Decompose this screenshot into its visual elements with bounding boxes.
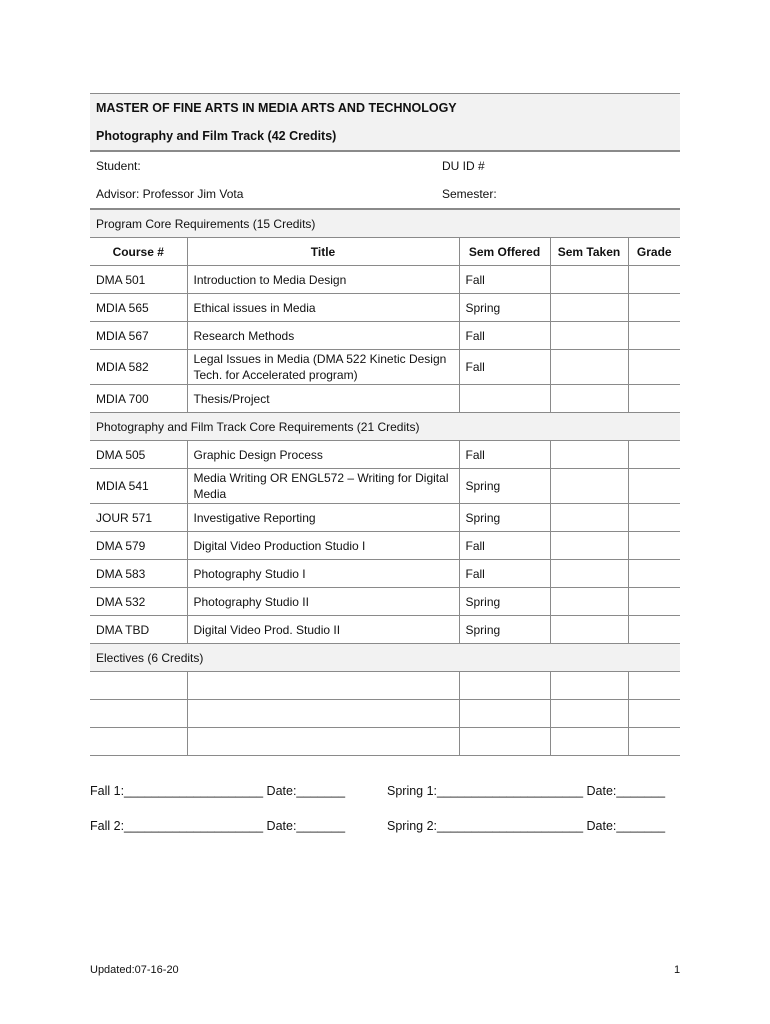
- sem-taken-field[interactable]: [550, 504, 628, 532]
- course-title: Photography Studio II: [187, 588, 459, 616]
- col-header-grade: Grade: [628, 238, 680, 266]
- section-track-heading: Photography and Film Track Core Requirements (21 Credits): [90, 413, 680, 441]
- duid-label: DU ID #: [442, 159, 485, 173]
- course-number: JOUR 571: [90, 504, 187, 532]
- table-row: [90, 385, 680, 413]
- section-core-heading: Program Core Requirements (15 Credits): [90, 209, 680, 238]
- elective-course-field[interactable]: [90, 672, 187, 700]
- table-row: [90, 532, 680, 560]
- grade-field[interactable]: [628, 700, 680, 728]
- section-electives-heading-row: [90, 644, 680, 672]
- course-title: Ethical issues in Media: [187, 294, 459, 322]
- elective-row: [90, 700, 680, 728]
- course-number: MDIA 582: [90, 350, 187, 385]
- table-row: [90, 616, 680, 644]
- elective-course-field[interactable]: [90, 700, 187, 728]
- course-plan-table: [90, 93, 680, 756]
- col-header-sem-taken: Sem Taken: [550, 238, 628, 266]
- grade-field[interactable]: [628, 672, 680, 700]
- advisor-row: [90, 180, 680, 209]
- sem-offered: Fall: [459, 532, 550, 560]
- elective-course-field[interactable]: [90, 728, 187, 756]
- elective-sem-offered-field[interactable]: [459, 700, 550, 728]
- sem-taken-field[interactable]: [550, 322, 628, 350]
- sem-taken-field[interactable]: [550, 350, 628, 385]
- sem-offered: Fall: [459, 266, 550, 294]
- section-core-heading-row: [90, 209, 680, 238]
- elective-sem-offered-field[interactable]: [459, 728, 550, 756]
- course-number: MDIA 567: [90, 322, 187, 350]
- sem-taken-field[interactable]: [550, 616, 628, 644]
- course-title: Photography Studio I: [187, 560, 459, 588]
- sem-taken-field[interactable]: [550, 728, 628, 756]
- form-title: MASTER OF FINE ARTS IN MEDIA ARTS AND TECHNOLOGY: [90, 94, 680, 123]
- sem-taken-field[interactable]: [550, 385, 628, 413]
- table-row: [90, 588, 680, 616]
- student-row: [90, 151, 680, 180]
- course-title: Media Writing OR ENGL572 – Writing for Digital Media: [187, 469, 459, 504]
- course-title: Digital Video Prod. Studio II: [187, 616, 459, 644]
- table-row: [90, 350, 680, 385]
- grade-field[interactable]: [628, 504, 680, 532]
- grade-field[interactable]: [628, 560, 680, 588]
- course-title: Graphic Design Process: [187, 441, 459, 469]
- sem-offered: Fall: [459, 322, 550, 350]
- column-header-row: [90, 238, 680, 266]
- course-number: DMA 505: [90, 441, 187, 469]
- grade-field[interactable]: [628, 266, 680, 294]
- page-number: 1: [674, 964, 681, 976]
- table-row: [90, 469, 680, 504]
- sem-offered: [459, 385, 550, 413]
- spring1-signature-line[interactable]: Spring 1:_____________________ Date:_______: [387, 784, 666, 798]
- grade-field[interactable]: [628, 616, 680, 644]
- course-number: DMA TBD: [90, 616, 187, 644]
- sem-taken-field[interactable]: [550, 588, 628, 616]
- course-number: DMA 579: [90, 532, 187, 560]
- grade-field[interactable]: [628, 469, 680, 504]
- course-number: DMA 532: [90, 588, 187, 616]
- table-row: [90, 266, 680, 294]
- col-header-sem-offered: Sem Offered: [459, 238, 550, 266]
- grade-field[interactable]: [628, 588, 680, 616]
- elective-title-field[interactable]: [187, 728, 459, 756]
- elective-row: [90, 728, 680, 756]
- table-row: [90, 294, 680, 322]
- table-row: [90, 322, 680, 350]
- elective-title-field[interactable]: [187, 700, 459, 728]
- sem-taken-field[interactable]: [550, 700, 628, 728]
- table-row: [90, 441, 680, 469]
- advisor-label: Advisor: Professor Jim Vota: [90, 180, 550, 209]
- course-title: Legal Issues in Media (DMA 522 Kinetic Design Tech. for Accelerated program): [187, 350, 459, 385]
- course-title: Thesis/Project: [187, 385, 459, 413]
- updated-date: Updated:07-16-20: [90, 964, 179, 976]
- sem-offered: Spring: [459, 469, 550, 504]
- sem-taken-field[interactable]: [550, 672, 628, 700]
- course-number: DMA 583: [90, 560, 187, 588]
- course-number: MDIA 565: [90, 294, 187, 322]
- course-number: MDIA 700: [90, 385, 187, 413]
- fall2-signature-line[interactable]: Fall 2:____________________ Date:_______: [90, 819, 346, 833]
- grade-field[interactable]: [628, 294, 680, 322]
- sem-taken-field[interactable]: [550, 294, 628, 322]
- course-number: MDIA 541: [90, 469, 187, 504]
- sem-offered: Spring: [459, 504, 550, 532]
- elective-row: [90, 672, 680, 700]
- course-number: DMA 501: [90, 266, 187, 294]
- sem-taken-field[interactable]: [550, 469, 628, 504]
- semester-label: Semester:: [436, 180, 566, 209]
- grade-field[interactable]: [628, 441, 680, 469]
- section-electives-heading: Electives (6 Credits): [90, 644, 680, 672]
- elective-sem-offered-field[interactable]: [459, 672, 550, 700]
- sem-offered: Spring: [459, 294, 550, 322]
- col-header-course: Course #: [90, 238, 187, 266]
- student-label: Student:: [96, 159, 141, 173]
- grade-field[interactable]: [628, 532, 680, 560]
- course-title: Investigative Reporting: [187, 504, 459, 532]
- course-title: Digital Video Production Studio I: [187, 532, 459, 560]
- sem-taken-field[interactable]: [550, 532, 628, 560]
- sem-offered: Spring: [459, 616, 550, 644]
- elective-title-field[interactable]: [187, 672, 459, 700]
- spring2-signature-line[interactable]: Spring 2:_____________________ Date:_______: [387, 819, 666, 833]
- col-header-title: Title: [187, 238, 459, 266]
- grade-field[interactable]: [628, 350, 680, 385]
- grade-field[interactable]: [628, 322, 680, 350]
- sem-offered: Fall: [459, 350, 550, 385]
- grade-field[interactable]: [628, 728, 680, 756]
- section-track-heading-row: [90, 413, 680, 441]
- sem-offered: Spring: [459, 588, 550, 616]
- sem-taken-field[interactable]: [550, 560, 628, 588]
- course-title: Introduction to Media Design: [187, 266, 459, 294]
- sem-offered: Fall: [459, 441, 550, 469]
- sem-taken-field[interactable]: [550, 441, 628, 469]
- form-subtitle: Photography and Film Track (42 Credits): [90, 122, 680, 151]
- sem-taken-field[interactable]: [550, 266, 628, 294]
- table-row: [90, 504, 680, 532]
- header-row: [90, 94, 680, 123]
- table-row: [90, 560, 680, 588]
- grade-field[interactable]: [628, 385, 680, 413]
- subheader-row: [90, 122, 680, 151]
- sem-offered: Fall: [459, 560, 550, 588]
- fall1-signature-line[interactable]: Fall 1:____________________ Date:_______: [90, 784, 346, 798]
- course-title: Research Methods: [187, 322, 459, 350]
